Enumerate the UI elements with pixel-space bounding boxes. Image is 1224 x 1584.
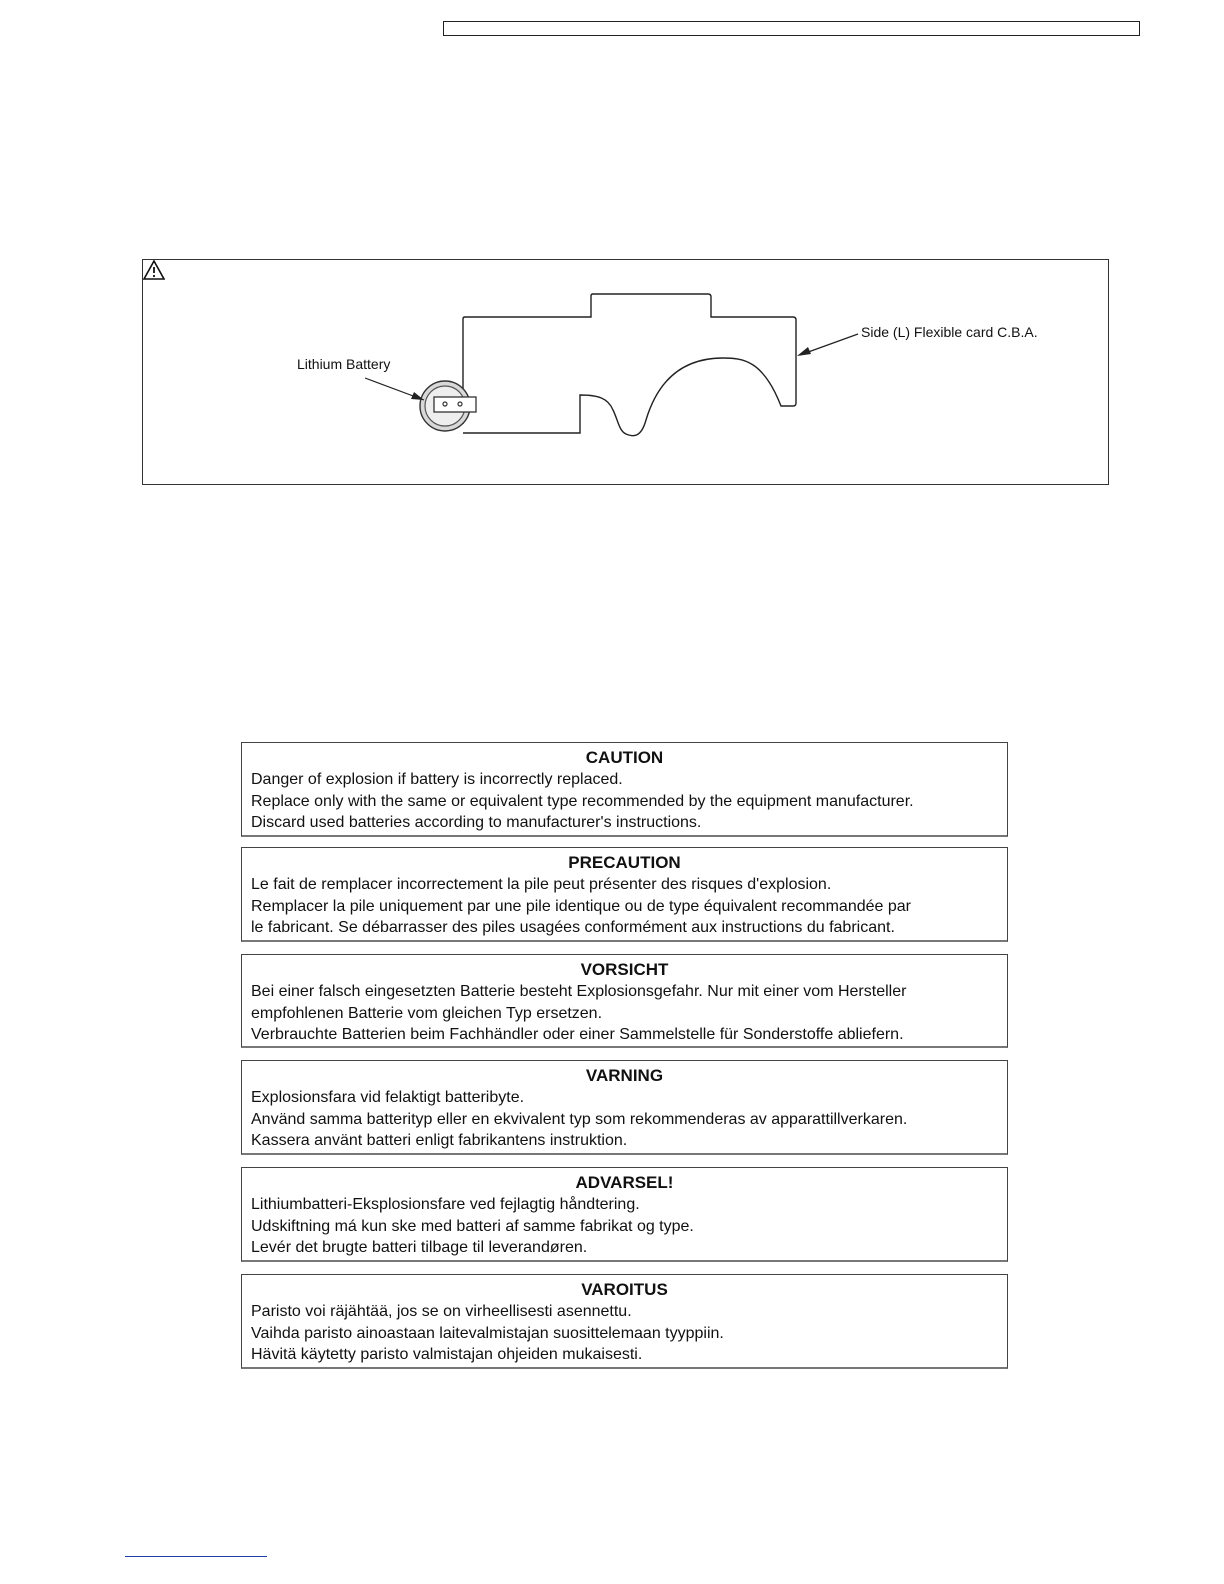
notice-line: Discard used batteries according to manufacturer's instructions.: [251, 814, 702, 831]
notice-line: Lithiumbatteri-Eksplosionsfare ved fejlagtig håndtering.: [251, 1196, 640, 1213]
notice-line: Levér det brugte batteri tilbage til leverandøren.: [251, 1239, 588, 1256]
notice-precaution: [241, 847, 1008, 942]
warning-triangle-icon: [143, 260, 165, 280]
notice-line: empfohlenen Batterie vom gleichen Typ ersetzen.: [251, 1004, 603, 1022]
notice-title: CAUTION: [585, 748, 664, 767]
notice-line: Explosionsfara vid felaktigt batteribyte.: [251, 1089, 525, 1106]
notice-title: ADVARSEL!: [575, 1173, 674, 1192]
notice-line: Le fait de remplacer incorrectement la pile peut présenter des risques d'explosion.: [251, 876, 832, 893]
battery-location-diagram: [142, 259, 1109, 485]
notice-line: Danger of explosion if battery is incorrectly replaced.: [251, 771, 623, 788]
notice-varning: [241, 1060, 1008, 1155]
notice-line: Remplacer la pile uniquement par une pile identique ou de type équivalent recommandée par: [251, 897, 911, 915]
notice-line: Vaihda paristo ainoastaan laitevalmistajan suosittelemaan tyyppiin.: [251, 1324, 724, 1342]
battery-tab: [434, 397, 476, 412]
notice-line: Bei einer falsch eingesetzten Batterie besteht Explosionsgefahr. Nur mit einer vom Hersteller: [251, 983, 907, 1000]
notice-caution: [241, 742, 1008, 837]
notice-advarsel: [241, 1167, 1008, 1262]
notice-varoitus: [241, 1274, 1008, 1369]
notice-line: Paristo voi räjähtää, jos se on virheellisesti asennettu.: [251, 1303, 632, 1320]
circuit-board-drawing: [143, 260, 1110, 486]
lithium-battery-label: Lithium Battery: [297, 356, 391, 372]
notice-title: VORSICHT: [580, 960, 669, 979]
footer-link-underline[interactable]: [125, 1556, 267, 1557]
notice-line: le fabricant. Se débarrasser des piles usagées conformément aux instructions du fabricant.: [251, 919, 895, 936]
flexible-card-label: Side (L) Flexible card C.B.A.: [861, 324, 1038, 340]
flexible-card-outline: [463, 294, 796, 436]
notice-line: Verbrauchte Batterien beim Fachhändler oder einer Sammelstelle für Sonderstoffe abliefern.: [251, 1026, 904, 1043]
notice-line: Replace only with the same or equivalent type recommended by the equipment manufacturer.: [251, 792, 914, 810]
notice-title: PRECAUTION: [568, 853, 681, 872]
notice-line: Udskiftning má kun ske med batteri af samme fabrikat og type.: [251, 1217, 694, 1235]
notice-title: VARNING: [585, 1066, 664, 1085]
notice-title: VAROITUS: [581, 1280, 668, 1299]
page-header-box: [443, 21, 1140, 36]
notice-line: Hävitä käytetty paristo valmistajan ohjeiden mukaisesti.: [251, 1346, 643, 1363]
notice-vorsicht: [241, 954, 1008, 1048]
notice-line: Använd samma batterityp eller en ekvivalent typ som rekommenderas av apparattillverkaren.: [251, 1110, 908, 1128]
notice-line: Kassera använt batteri enligt fabrikantens instruktion.: [251, 1132, 628, 1149]
